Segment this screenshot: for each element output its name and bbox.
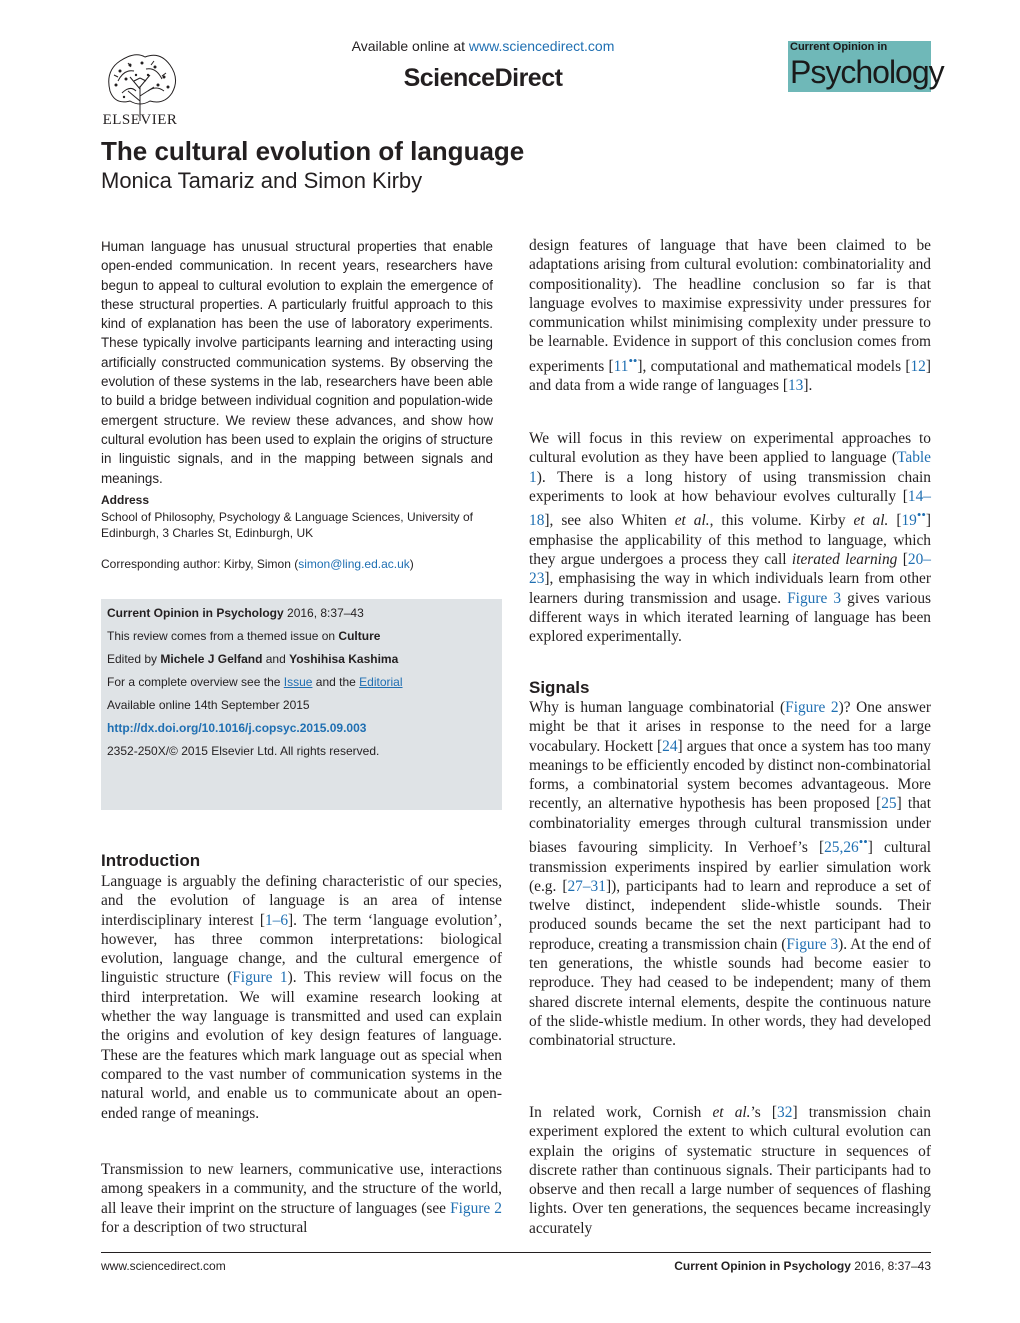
author-email-link[interactable]: simon@ling.ed.ac.uk: [298, 557, 410, 571]
info-editor-2: Yoshihisa Kashima: [289, 652, 399, 666]
info-cite: 2016, 8:37–43: [283, 606, 364, 620]
abstract: Human language has unusual structural properties that enable open-ended communication. In recent years, researchers have begun to appeal to cultural evolution to explain the emergence of these structural properties. A particularly fruitful approach to this kind of explanation has been the use of laboratory experiments. These typically involve participants learning and interacting using artificially constructed communication systems. By observing the evolution of these systems in the lab, researchers have been able to build a bridge between individual cognition and population-wide emergent structure. We review these advances, and show how cultural evolution has been used to explain the origins of structure in linguistic signals, and in the mapping between signals and meanings.: [101, 239, 493, 486]
citation-link[interactable]: 27–31: [567, 877, 606, 895]
citation-link[interactable]: 20–23: [529, 550, 931, 588]
body-paragraph: We will focus in this review on experimental approaches to cultural evolution as they have been applied to language (Table 1). There is a long history of using transmission chain experiments to look at how behaviour evolves culturally [14–18], see also Whiten et al., this volume. Kirby et al. [19••] emphasise the applicability of this method to language, which they argue undergoes a process they call iterated learning [20–23], emphasising the way in which individuals learn from other learners during transmission and usage. Figure 3 gives various different ways in which iterated learning of language has been explored experimentally.: [529, 430, 931, 646]
info-edited-prefix: Edited by: [107, 652, 161, 666]
figure-link[interactable]: Figure 2: [450, 1199, 502, 1217]
info-available: Available online 14th September 2015: [107, 698, 310, 712]
figure-link[interactable]: Figure 2: [785, 699, 839, 716]
info-citation: [107, 605, 364, 621]
citation-link[interactable]: 32: [777, 1104, 793, 1121]
address-label: Address: [101, 493, 150, 507]
sciencedirect-wordmark: ScienceDirect: [403, 64, 563, 92]
available-online-line: [300, 38, 666, 54]
citation-link[interactable]: 19••: [901, 508, 926, 530]
journal-badge: [788, 41, 944, 92]
journal-badge-bottom: Psychology: [790, 54, 944, 90]
footer-journal: Current Opinion in Psychology: [674, 1259, 851, 1273]
info-journal: Current Opinion in Psychology: [107, 606, 284, 620]
info-editors: [107, 651, 398, 667]
section-heading-introduction: Introduction: [101, 851, 201, 870]
address-text: School of Philosophy, Psychology & Language Sciences, University of Edinburgh, 3 Charles St, Edinburgh, UK: [101, 510, 473, 540]
info-copyright: 2352-250X/© 2015 Elsevier Ltd. All rights reserved.: [107, 744, 380, 758]
table-link[interactable]: Table 1: [529, 449, 931, 486]
article-authors: Monica Tamariz and Simon Kirby: [101, 168, 423, 193]
footer-citation: [560, 1259, 931, 1273]
corresponding-prefix: Corresponding author: Kirby, Simon (: [101, 557, 299, 571]
sciencedirect-link[interactable]: www.sciencedirect.com: [468, 38, 615, 54]
info-overview-and: and the: [312, 675, 360, 689]
info-theme-name: Culture: [338, 629, 381, 643]
info-editors-and: and: [262, 652, 290, 666]
body-paragraph: Transmission to new learners, communicative use, interactions among speakers in a community, and the structure of the world, all leave their imprint on the structure of languages (see Figure 2 for a description of two structural: [101, 1161, 502, 1236]
citation-link[interactable]: 1–6: [264, 911, 289, 929]
figure-link[interactable]: Figure 3: [787, 589, 842, 607]
info-theme: [107, 628, 380, 644]
body-paragraph: Why is human language combinatorial (Figure 2)? One answer might be that it arises in response to the need for a large vocabulary. Hockett [24] argues that once a system has too many meanings to be efficiently encoded by distinct non-combinatorial forms, a combinatorial system becomes advantageous. More recently, an alternative hypothesis has been proposed [25] that combinatoriality emerges through cultural transmission under biases favouring simplicity. In Verhoef’s [25,26••] cultural transmission experiments inspired by earlier simulation work (e.g. [27–31]), participants had to learn and reproduce a set of twelve distinct, independent slide-whistle sounds. Their produced sounds became the set the next participant had to reproduce, creating a transmission chain (Figure 3). At the end of ten generations, the whistle sounds had become easier to reproduce. They had ceased to be independent; many of them shared discrete internal elements, despite the continuous nature of the slide-whistle medium. In other words, they had developed combinatorial structure.: [529, 699, 931, 1050]
info-overview: [107, 674, 403, 690]
body-paragraph: Language is arguably the defining characteristic of our species, and the evolution of language is an area of intense interdisciplinary interest [1–6]. The term ‘language evolution’, however, has three common interpretations: biological evolution, language change, and the cultural emergence of linguistic structure (Figure 1). This review will focus on the third interpretation. We will examine research looking at whether the way language is transmitted and used can explain the origins and evolution of key design features of language. These are the features which mark language out as special when compared to the vast number of communication systems in the natural world, and enable us to communicate about an open-ended range of meanings.: [101, 873, 502, 1122]
footer-url: www.sciencedirect.com: [101, 1259, 226, 1273]
body-paragraph: design features of language that have been claimed to be adaptations arising from cultural evolution: combinatoriality and compositionality). The headline conclusion so far is that language evolves to maximise expressivity under pressures for communication whilst minimising complexity under pressure to be learnable. Evidence in support of this conclusion comes from experiments [11••], computational and mathematical models [12] and data from a wide range of languages [13].: [529, 237, 931, 395]
available-online-label: Available online at: [351, 38, 469, 54]
citation-link[interactable]: 13: [787, 377, 804, 395]
section-heading-signals: Signals: [529, 678, 590, 697]
info-theme-prefix: This review comes from a themed issue on: [107, 629, 339, 643]
citation-link[interactable]: 12: [910, 357, 926, 375]
corresponding-author: [101, 556, 501, 572]
publisher-name: ELSEVIER: [102, 112, 178, 128]
citation-link[interactable]: 25,26••: [824, 835, 868, 857]
footer-cite: 2016, 8:37–43: [850, 1259, 931, 1273]
citation-link[interactable]: 24: [662, 737, 678, 755]
editorial-link[interactable]: Editorial: [359, 675, 403, 689]
issue-link[interactable]: Issue: [283, 675, 313, 689]
doi-link[interactable]: http://dx.doi.org/10.1016/j.copsyc.2015.09.003: [107, 721, 367, 735]
figure-link[interactable]: Figure 1: [232, 969, 288, 987]
citation-link[interactable]: 14–18: [529, 487, 931, 530]
figure-link[interactable]: Figure 3: [786, 935, 839, 953]
citation-link[interactable]: 25: [881, 795, 897, 813]
body-paragraph: In related work, Cornish et al.’s [32] transmission chain experiment explored the extent to which cultural evolution can explain the origins of systematic structure in sequences of discrete rather than continuous signals. Their participants had to observe and then recall a large number of sequences of flashing lights. Over ten generations, the sequences became increasingly accurately: [529, 1104, 931, 1237]
article-info-box: [101, 599, 502, 810]
footer-divider: [101, 1252, 931, 1253]
corresponding-suffix: ): [409, 557, 414, 571]
info-editor-1: Michele J Gelfand: [160, 652, 263, 666]
info-overview-prefix: For a complete overview see the: [107, 675, 284, 689]
journal-badge-top: Current Opinion in: [790, 41, 888, 53]
citation-link[interactable]: 11••: [613, 353, 638, 375]
article-title: The cultural evolution of language: [101, 136, 525, 166]
